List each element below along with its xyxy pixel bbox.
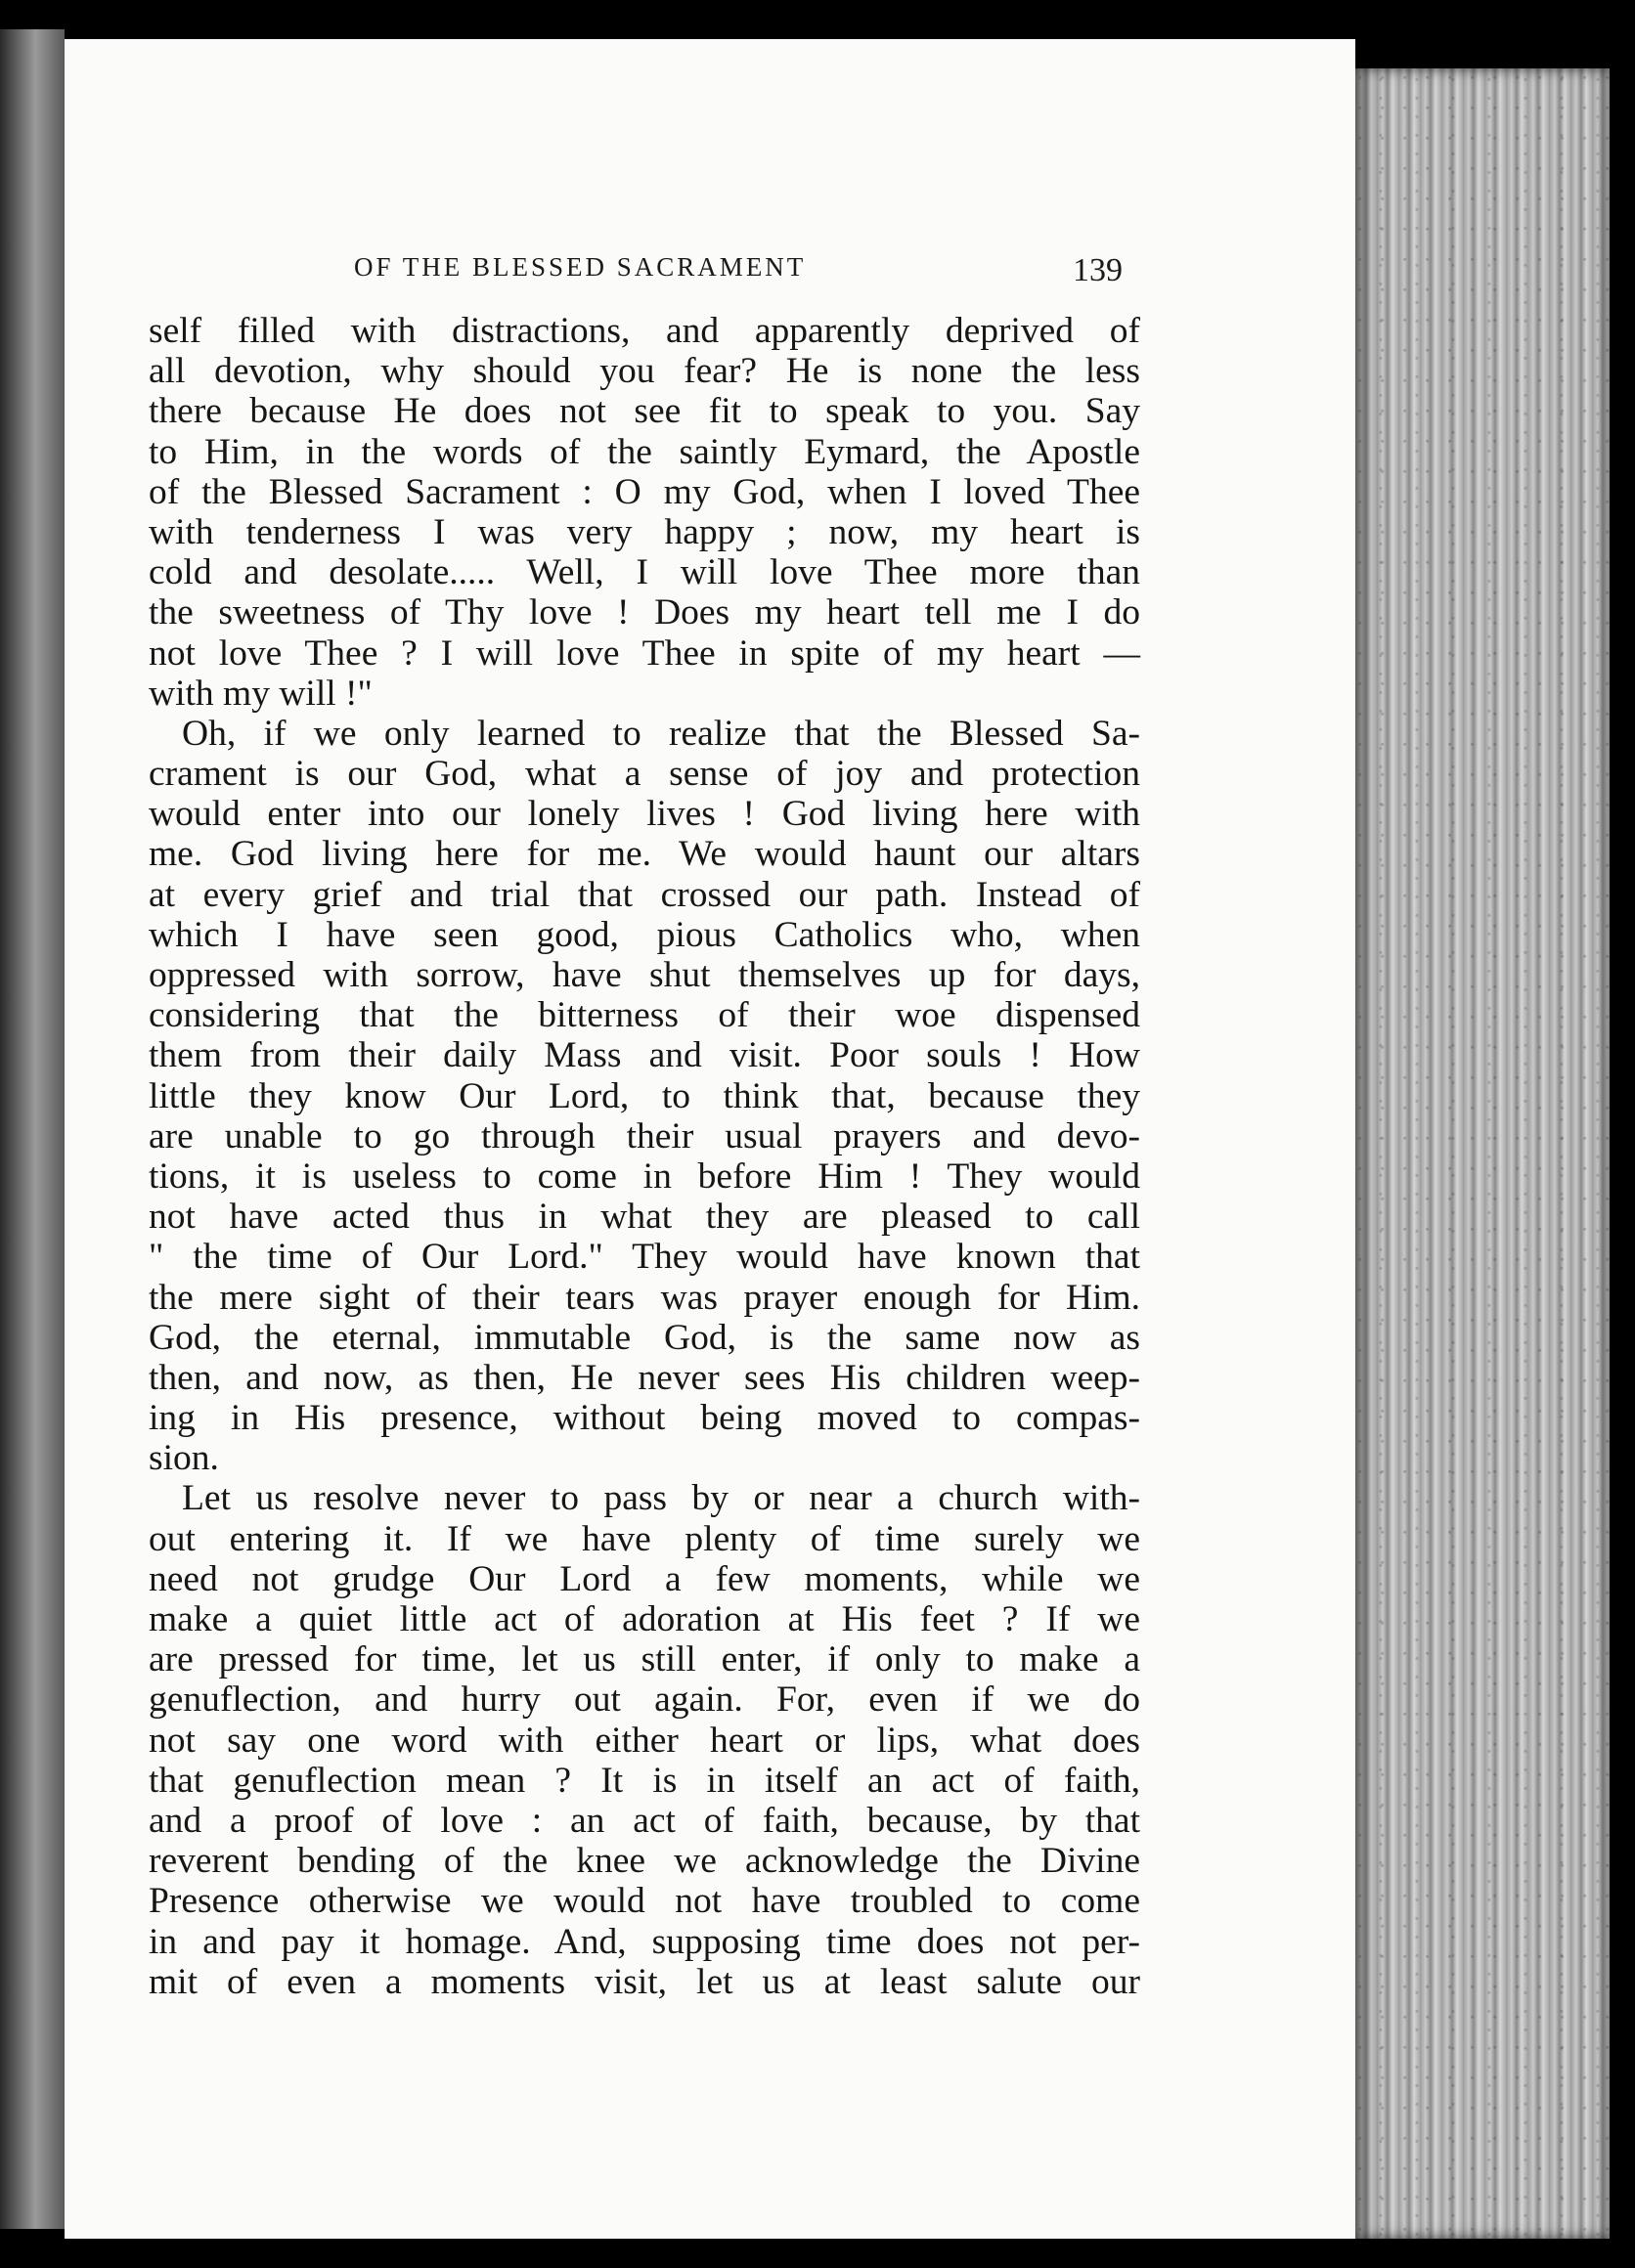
fore-edge-texture — [1355, 68, 1610, 2239]
text-line: Let us resolve never to pass by or near a church with- — [182, 1478, 1140, 1519]
text-line: " the time of Our Lord." They would have known that — [149, 1237, 1140, 1278]
text-line: Presence otherwise we would not have troubled to come — [149, 1881, 1140, 1922]
text-line: which I have seen good, pious Catholics who, when — [149, 914, 1140, 955]
text-line: oppressed with sorrow, have shut themselves up for days, — [149, 955, 1140, 995]
text-line: tions, it is useless to come in before Him ! They would — [149, 1156, 1140, 1197]
text-line: need not grudge Our Lord a few moments, while we — [149, 1558, 1140, 1599]
text-line: little they know Our Lord, to think that, because they — [149, 1075, 1140, 1116]
text-line: not love Thee ? I will love Thee in spite of my heart — — [149, 632, 1140, 674]
text-line: with tenderness I was very happy ; now, my heart is — [149, 511, 1140, 552]
text-line: out entering it. If we have plenty of time surely we — [149, 1518, 1140, 1559]
page-number: 139 — [1073, 252, 1123, 288]
text-line: then, and now, as then, He never sees His children weep- — [149, 1357, 1140, 1398]
text-line: the sweetness of Thy love ! Does my heart tell me I do — [149, 592, 1140, 633]
text-line: sion. — [149, 1438, 219, 1479]
text-line: and a proof of love : an act of faith, because, by that — [149, 1800, 1140, 1841]
text-line: are unable to go through their usual prayers and devo- — [149, 1115, 1140, 1156]
text-line: not say one word with either heart or lips, what does — [149, 1720, 1140, 1761]
text-line: Oh, if we only learned to realize that the Blessed Sa- — [182, 713, 1140, 754]
text-line: reverent bending of the knee we acknowledge the Divine — [149, 1841, 1140, 1882]
text-line: all devotion, why should you fear? He is none the less — [149, 351, 1140, 392]
text-line: are pressed for time, let us still enter, if only to make a — [149, 1639, 1140, 1680]
facing-page-edge — [0, 29, 65, 2229]
text-line: them from their daily Mass and visit. Poor souls ! How — [149, 1035, 1140, 1076]
text-line: of the Blessed Sacrament : O my God, when I loved Thee — [149, 471, 1140, 512]
text-line: at every grief and trial that crossed our path. Instead of — [149, 874, 1140, 915]
text-line: ing in His presence, without being moved to compas- — [149, 1398, 1140, 1439]
text-line: crament is our God, what a sense of joy and protection — [149, 754, 1140, 795]
text-line: God, the eternal, immutable God, is the same now as — [149, 1317, 1140, 1358]
text-line: mit of even a moments visit, let us at least salute our — [149, 1961, 1140, 2002]
text-line: that genuflection mean ? It is in itself an act of faith, — [149, 1760, 1140, 1801]
text-line: self filled with distractions, and apparently deprived of — [149, 311, 1140, 351]
text-line: in and pay it homage. And, supposing time does not per- — [149, 1921, 1140, 1962]
text-line: to Him, in the words of the saintly Eymard, the Apostle — [149, 431, 1140, 472]
body-text — [149, 311, 1140, 2002]
text-line: not have acted thus in what they are pleased to call — [149, 1197, 1140, 1238]
text-line: cold and desolate..... Well, I will love Thee more than — [149, 552, 1140, 593]
text-line: me. God living here for me. We would haunt our altars — [149, 834, 1140, 875]
text-line: there because He does not see fit to speak to you. Say — [149, 391, 1140, 432]
text-line: the mere sight of their tears was prayer enough for Him. — [149, 1277, 1140, 1318]
text-line: would enter into our lonely lives ! God living here with — [149, 794, 1140, 835]
text-line: considering that the bitterness of their woe dispensed — [149, 995, 1140, 1036]
text-line: with my will !" — [149, 673, 373, 714]
running-head: OF THE BLESSED SACRAMENT — [354, 252, 807, 282]
text-line: genuflection, and hurry out again. For, even if we do — [149, 1679, 1140, 1721]
text-line: make a quiet little act of adoration at His feet ? If we — [149, 1599, 1140, 1639]
